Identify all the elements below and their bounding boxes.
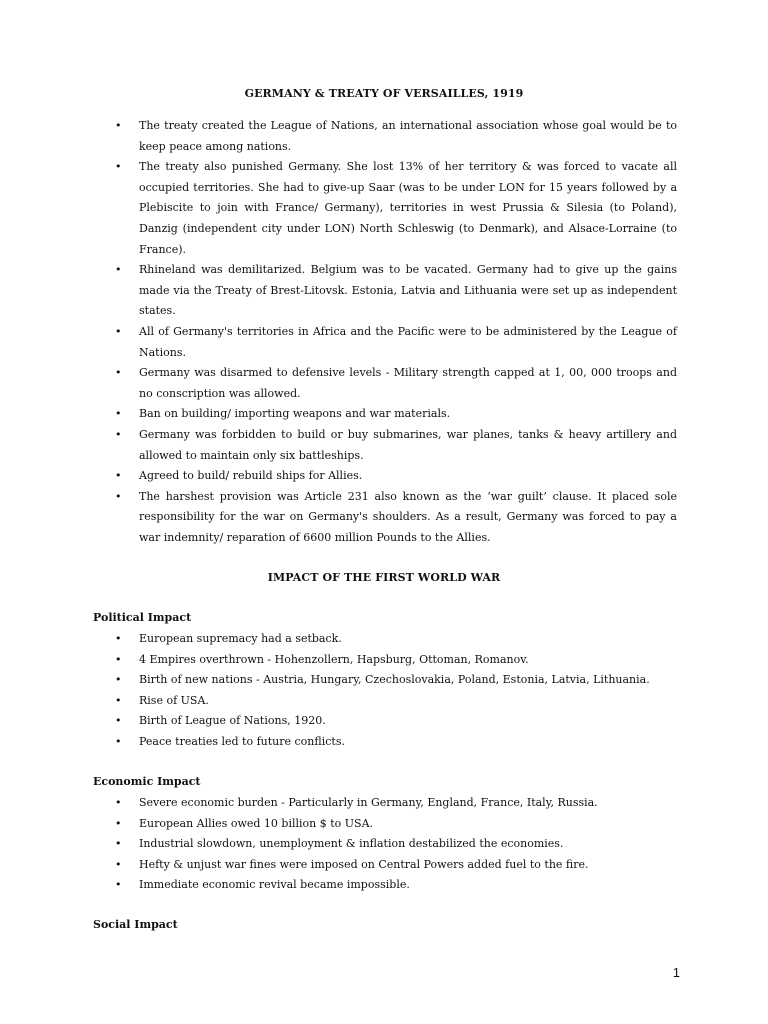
treaty-points-list	[115, 116, 677, 548]
bullet-icon: •	[115, 878, 122, 892]
list-item	[115, 116, 677, 157]
list-item-text: The treaty also punished Germany. She lost 13% of her territory & was forced to vacate all occupied territories. She had to give-up Saar (was to be under LON for 15 years followed by a Plebiscite to join with France/ Germany), territories in west Prussia & Silesia (to Poland), Danzig (independent city under LON) North Schleswig (to Denmark), and Alsace-Lorraine (to France).	[139, 160, 677, 256]
list-item-text: All of Germany's territories in Africa and the Pacific were to be administered by the League of Nations.	[139, 324, 677, 359]
list-item-text: European Allies owed 10 billion $ to USA.	[139, 816, 374, 830]
political-impact-list	[115, 629, 677, 753]
bullet-icon: •	[115, 816, 122, 830]
list-item-text: Immediate economic revival became impossible.	[139, 878, 410, 892]
list-item-text: 4 Empires overthrown - Hohenzollern, Hapsburg, Ottoman, Romanov.	[139, 652, 529, 666]
list-item-text: Hefty & unjust war fines were imposed on Central Powers added fuel to the fire.	[139, 857, 589, 871]
list-item	[115, 875, 677, 896]
economic-impact-list	[115, 793, 677, 896]
bullet-icon: •	[115, 632, 122, 645]
bullet-icon: •	[115, 119, 122, 132]
bullet-icon: •	[115, 469, 122, 483]
list-item	[115, 466, 677, 487]
bullet-icon: •	[115, 673, 122, 687]
bullet-icon: •	[115, 324, 122, 338]
list-item-text: Ban on building/ importing weapons and war materials.	[139, 407, 451, 421]
bullet-icon: •	[115, 693, 122, 707]
list-item-text: Germany was disarmed to defensive levels - Military strength capped at 1, 00, 000 troops and no conscription was allowed.	[139, 366, 677, 400]
list-item	[115, 691, 677, 712]
bullet-icon: •	[115, 160, 122, 174]
social-impact-heading: Social Impact	[93, 918, 178, 931]
bullet-icon: •	[115, 652, 122, 666]
list-item	[115, 793, 677, 814]
bullet-icon: •	[115, 263, 122, 277]
bullet-icon: •	[115, 734, 122, 748]
economic-impact-heading: Economic Impact	[93, 775, 201, 788]
list-item	[115, 487, 677, 549]
bullet-icon: •	[115, 489, 122, 503]
bullet-icon: •	[115, 366, 122, 380]
list-item-text: Rhineland was demilitarized. Belgium was to be vacated. Germany had to give up the gains made via the Treaty of Brest-Litovsk. Estonia, Latvia and Lithuania were set up as independent states.	[139, 263, 677, 318]
list-item	[115, 425, 677, 466]
bullet-icon: •	[115, 857, 122, 871]
list-item	[115, 322, 677, 363]
list-item	[115, 404, 677, 425]
list-item	[115, 732, 677, 753]
list-item-text: Severe economic burden - Particularly in Germany, England, France, Italy, Russia.	[139, 796, 598, 809]
list-item	[115, 670, 677, 691]
list-item-text: Peace treaties led to future conflicts.	[139, 734, 345, 748]
page-number: 1	[672, 965, 680, 980]
bullet-icon: •	[115, 407, 122, 421]
bullet-icon: •	[115, 837, 122, 851]
list-item-text: Agreed to build/ rebuild ships for Allies.	[139, 469, 363, 483]
list-item-text: The treaty created the League of Nations, an international association whose goal would be to keep peace among nations.	[139, 119, 677, 153]
list-item	[115, 629, 677, 650]
list-item	[115, 157, 677, 260]
bullet-icon: •	[115, 427, 122, 441]
bullet-icon: •	[115, 714, 122, 728]
impact-title: IMPACT OF THE FIRST WORLD WAR	[267, 571, 501, 584]
list-item-text: Rise of USA.	[139, 693, 209, 707]
list-item-text: European supremacy had a setback.	[139, 632, 342, 645]
list-item	[115, 855, 677, 876]
list-item-text: Birth of new nations - Austria, Hungary, Czechoslovakia, Poland, Estonia, Latvia, Lithuania.	[139, 673, 650, 687]
list-item	[115, 650, 677, 671]
list-item	[115, 814, 677, 835]
list-item	[115, 363, 677, 404]
list-item	[115, 834, 677, 855]
list-item	[115, 711, 677, 732]
list-item-text: Birth of League of Nations, 1920.	[139, 714, 326, 728]
list-item	[115, 260, 677, 322]
political-impact-heading: Political Impact	[93, 611, 192, 624]
document-title: GERMANY & TREATY OF VERSAILLES, 1919	[244, 87, 524, 100]
list-item-text: The harshest provision was Article 231 also known as the ‘war guilt’ clause. It placed sole responsibility for the war on Germany's shoulders. As a result, Germany was forced to pay a war indemnity/ reparation of 6600 million Pounds to the Allies.	[139, 489, 677, 544]
list-item-text: Germany was forbidden to build or buy submarines, war planes, tanks & heavy artillery and allowed to maintain only six battleships.	[139, 427, 677, 462]
list-item-text: Industrial slowdown, unemployment & inflation destabilized the economies.	[139, 837, 564, 851]
bullet-icon: •	[115, 796, 122, 809]
